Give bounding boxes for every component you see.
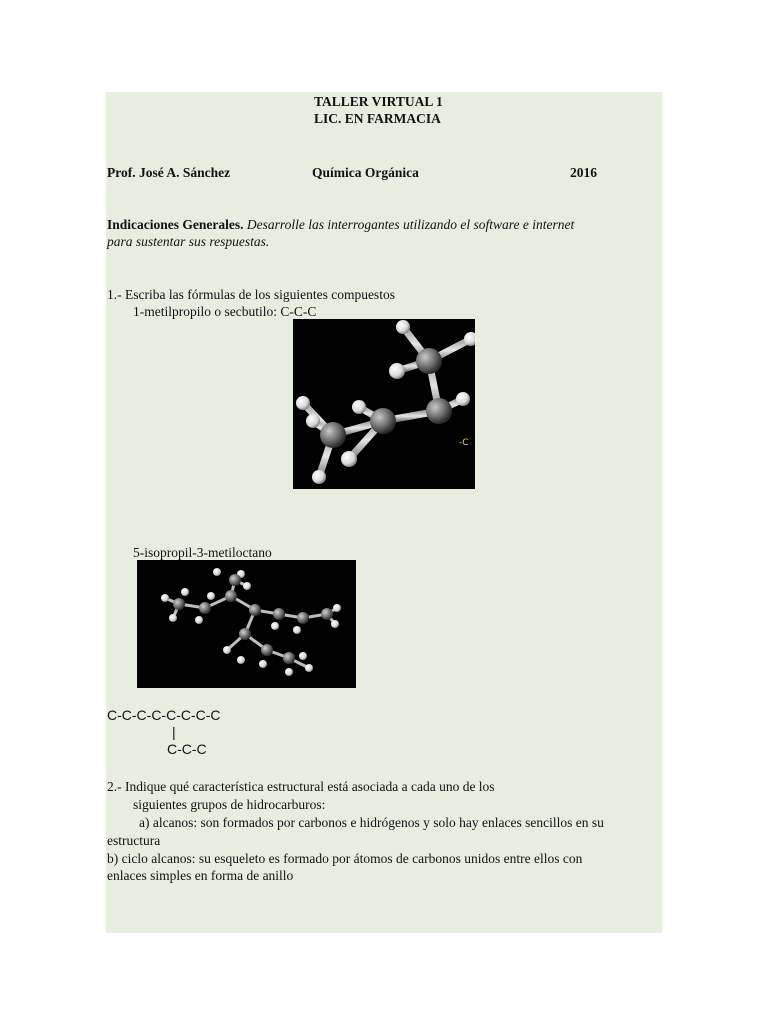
answer-a-line-2: estructura [107, 833, 161, 848]
subject-name: Química Orgánica [312, 165, 419, 180]
compound2-label: 5-isopropil-3-metiloctano [133, 545, 272, 560]
answer-a-line-1: a) alcanos: son formados por carbonos e hidrógenos y solo hay enlaces sencillos en su [139, 815, 604, 830]
secbutyl-molecule-image [293, 319, 475, 489]
answer-b-line-1: b) ciclo alcanos: su esqueleto es formado por átomos de carbonos unidos entre ellos con [107, 851, 583, 866]
secbutyl-molecule-render [293, 319, 475, 489]
instructions-line-2: para sustentar sus respuestas. [107, 234, 270, 249]
formula-branch: C-C-C [167, 741, 207, 757]
image-label: -C [459, 438, 469, 448]
instructions-label: Indicaciones Generales. [107, 217, 244, 232]
isopropyl-methyloctane-molecule-render [137, 560, 356, 688]
question2-prompt-line-2: siguientes grupos de hidrocarburos: [133, 797, 326, 812]
instructions-text-1: Desarrolle las interrogantes utilizando el software e internet [243, 217, 575, 232]
answer-b-line-2: enlaces simples en forma de anillo [107, 868, 294, 883]
formula-branch-bond: | [172, 724, 176, 740]
bonds [165, 580, 337, 668]
title-line-2: LIC. EN FARMACIA [314, 111, 441, 126]
instructions-line-1 [107, 216, 574, 233]
year: 2016 [570, 165, 597, 180]
question1-prompt: 1.- Escriba las fórmulas de los siguientes compuestos [107, 287, 395, 302]
carbon-atoms [320, 348, 452, 448]
compound1-label: 1-metilpropilo o secbutilo: C-C-C [133, 304, 317, 319]
question2-prompt-line-1: 2.- Indique qué característica estructural está asociada a cada uno de los [107, 779, 495, 794]
isopropyl-methyloctane-molecule-image [137, 560, 356, 688]
formula-main-chain: C-C-C-C-C-C-C-C [107, 707, 221, 723]
title-line-1: TALLER VIRTUAL 1 [314, 94, 443, 109]
professor-name: Prof. José A. Sánchez [107, 165, 231, 180]
